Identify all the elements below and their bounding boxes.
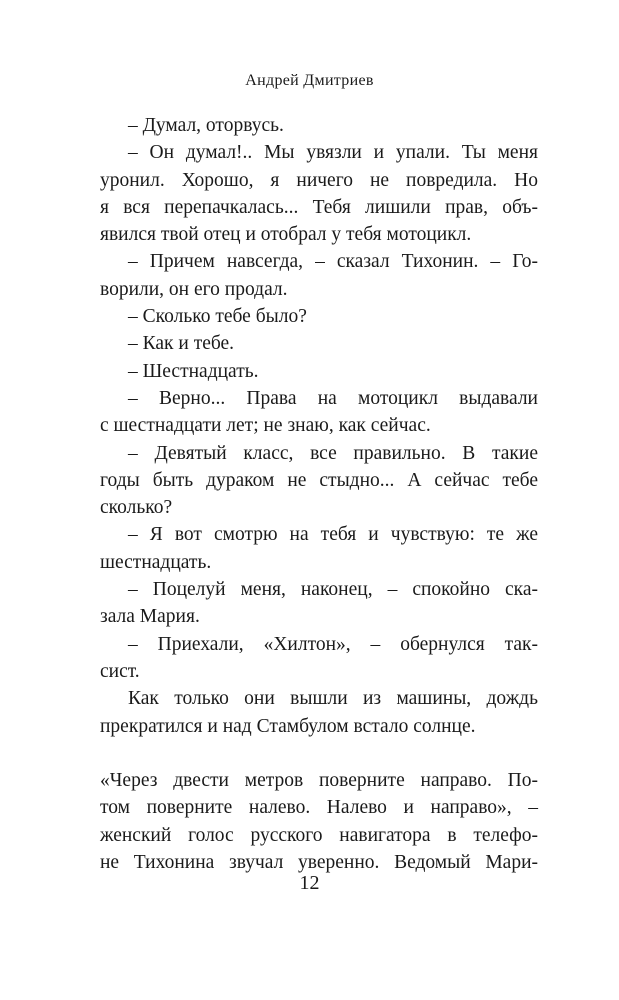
text-line: «Через двести метров поверните направо. По- — [100, 770, 538, 792]
text-line: – Как и тебе. — [128, 333, 235, 355]
body-text — [100, 112, 538, 876]
page-number: 12 — [299, 872, 320, 894]
text-line: явился твой отец и отобрал у тебя мотоцикл. — [100, 224, 472, 246]
text-line: – Он думал!.. Мы увязли и упали. Ты меня — [128, 142, 538, 164]
text-line: шестнадцать. — [100, 551, 212, 573]
text-line: – Я вот смотрю на тебя и чувствую: те же — [128, 524, 538, 546]
text-line: прекратился и над Стамбулом встало солнце. — [100, 715, 476, 737]
text-line: сист. — [100, 660, 140, 682]
text-line: – Приехали, «Хилтон», – обернулся так- — [128, 633, 538, 655]
text-line: – Думал, оторвусь. — [128, 115, 284, 136]
text-line: ворили, он его продал. — [100, 278, 288, 300]
text-line: – Поцелуй меня, наконец, – спокойно ска- — [128, 579, 538, 601]
text-line: годы быть дураком не стыдно... А сейчас тебе — [100, 469, 538, 491]
text-line: с шестнадцати лет; не знаю, как сейчас. — [100, 415, 431, 437]
running-head: Андрей Дмитриев — [245, 72, 374, 89]
text-line: – Верно... Права на мотоцикл выдавали — [128, 387, 538, 409]
text-line: уронил. Хорошо, я ничего не повредила. Но — [100, 169, 538, 191]
text-line: женский голос русского навигатора в телефо- — [100, 824, 538, 846]
text-line: том поверните налево. Налево и направо», – — [100, 797, 538, 819]
text-line: Как только они вышли из машины, дождь — [128, 688, 538, 710]
text-line: я вся перепачкалась... Тебя лишили прав, объ- — [100, 196, 538, 218]
text-line: – Шестнадцать. — [128, 360, 259, 382]
text-line: – Причем навсегда, – сказал Тихонин. – Го- — [128, 251, 538, 273]
text-line: не Тихонина звучал уверенно. Ведомый Мари- — [100, 852, 538, 874]
section-break — [100, 740, 538, 767]
text-line: – Девятый класс, все правильно. В такие — [128, 442, 538, 464]
text-line: сколько? — [100, 497, 173, 519]
text-line: – Сколько тебе было? — [128, 306, 307, 328]
text-line: зала Мария. — [100, 606, 200, 628]
